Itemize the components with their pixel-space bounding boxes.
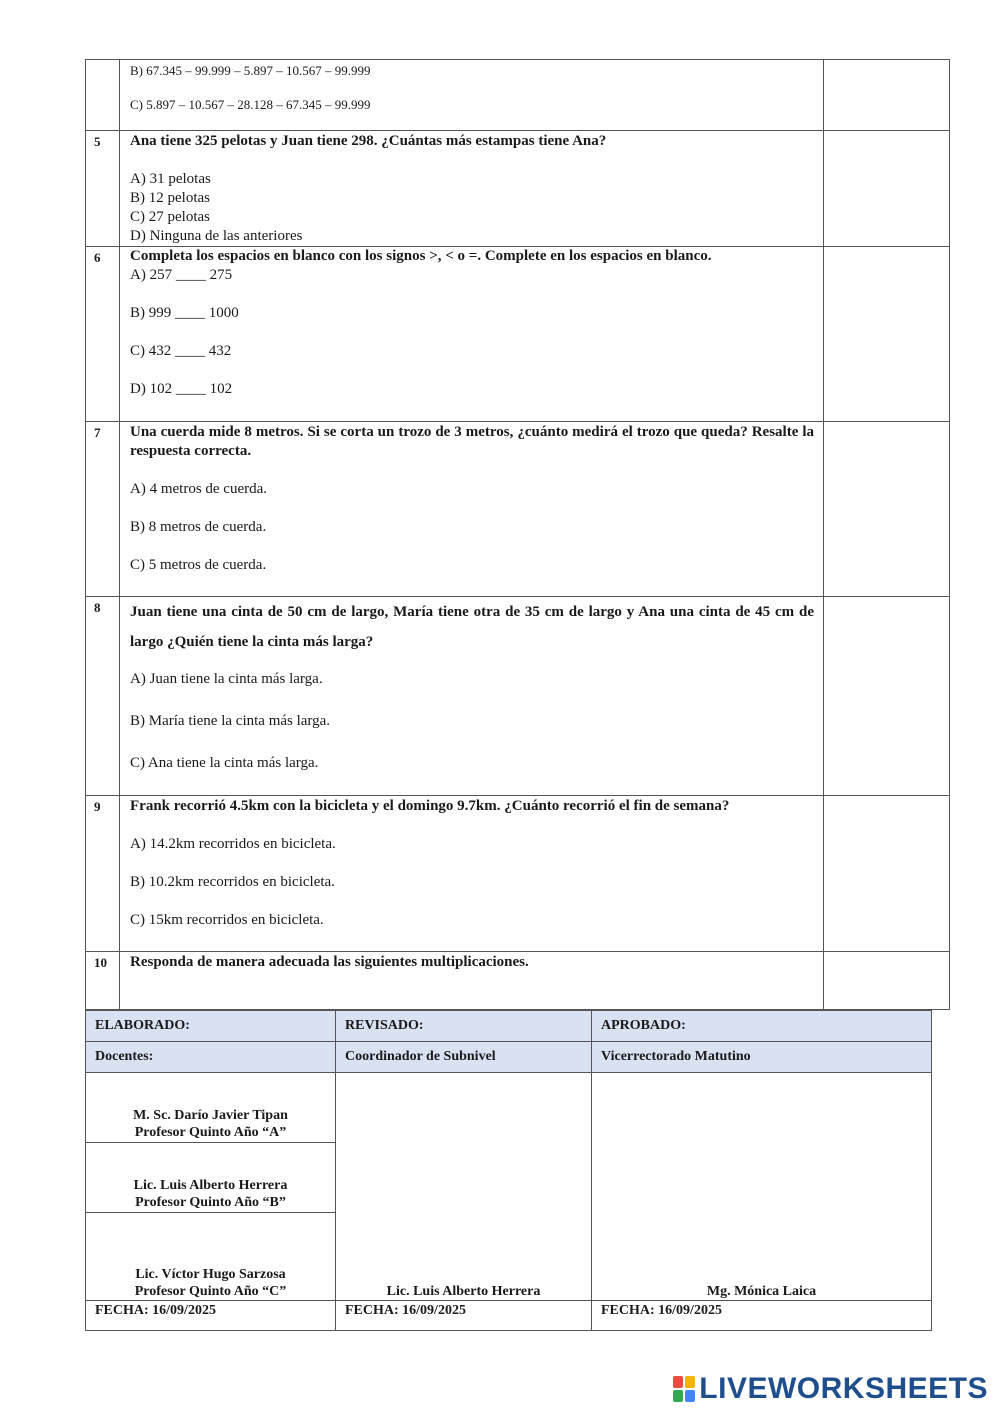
question-row: [86, 131, 950, 247]
answer-option: C) Ana tiene la cinta más larga.: [130, 755, 319, 771]
approver-signature-cell: [592, 1073, 932, 1301]
revisado-header: REVISADO:: [336, 1011, 592, 1042]
question-text: Juan tiene una cinta de 50 cm de largo, María tiene otra de 35 cm de largo y Ana una cinta de 45 cm de largo ¿Quién tiene la cinta más larga?: [130, 604, 814, 650]
question-row: [86, 247, 950, 422]
answer-column: [824, 131, 950, 247]
answer-option: A) Juan tiene la cinta más larga.: [130, 671, 323, 687]
answer-option: B) María tiene la cinta más larga.: [130, 713, 331, 729]
question-number: 9: [86, 796, 120, 952]
answer-column: [824, 422, 950, 597]
date-elaborado: FECHA: 16/09/2025: [86, 1301, 336, 1331]
date-row: [86, 1301, 932, 1331]
answer-option: B) 10.2km recorridos en bicicleta.: [130, 874, 335, 890]
signature-header-row: [86, 1011, 932, 1042]
watermark-text: LIVEWORKSHEETS: [699, 1372, 988, 1405]
question-row: [86, 597, 950, 796]
answer-option: C) 432 ____ 432: [130, 343, 232, 359]
question-row: [86, 796, 950, 952]
question-row: [86, 60, 950, 131]
teacher-name: Lic. Víctor Hugo Sarzosa: [135, 1267, 286, 1282]
answer-option: C) 27 pelotas: [130, 209, 210, 225]
aprobado-header: APROBADO:: [592, 1011, 932, 1042]
question-number: 10: [86, 952, 120, 1010]
answer-option: D) 102 ____ 102: [130, 381, 233, 397]
question-number: [86, 60, 120, 131]
question-content: [120, 422, 824, 597]
teacher-title: Profesor Quinto Año “A”: [134, 1125, 287, 1140]
signature-row: [86, 1073, 932, 1301]
reviser-signature-cell: [336, 1073, 592, 1301]
liveworksheets-logo-icon: [673, 1376, 695, 1402]
teacher-signature-block: [86, 1073, 335, 1143]
questions-table: [85, 59, 950, 1010]
liveworksheets-watermark: [673, 1372, 988, 1406]
question-number: 6: [86, 247, 120, 422]
answer-column: [824, 597, 950, 796]
question-text: Responda de manera adecuada las siguientes multiplicaciones.: [130, 954, 529, 970]
approver-name: Mg. Mónica Laica: [706, 1284, 817, 1299]
answer-option: B) 67.345 – 99.999 – 5.897 – 10.567 – 99.999: [130, 63, 371, 78]
logo-square: [673, 1390, 683, 1402]
reviser-name: Lic. Luis Alberto Herrera: [386, 1284, 541, 1299]
answer-option: B) 12 pelotas: [130, 190, 210, 206]
teacher-signature-block: [86, 1143, 335, 1213]
teacher-signature-block: [86, 1213, 335, 1300]
teacher-name: M. Sc. Darío Javier Tipan: [133, 1108, 288, 1123]
question-text: Ana tiene 325 pelotas y Juan tiene 298. ¿Cuántas más estampas tiene Ana?: [130, 133, 607, 149]
logo-square: [685, 1390, 695, 1402]
question-number: 7: [86, 422, 120, 597]
role-vicerrectorado: Vicerrectorado Matutino: [592, 1042, 932, 1073]
question-number: 5: [86, 131, 120, 247]
role-docentes: Docentes:: [86, 1042, 336, 1073]
teacher-name: Lic. Luis Alberto Herrera: [133, 1178, 288, 1193]
answer-option: B) 999 ____ 1000: [130, 305, 239, 321]
question-row: [86, 422, 950, 597]
answer-option: D) Ninguna de las anteriores: [130, 228, 303, 244]
answer-column: [824, 60, 950, 131]
teachers-signature-cell: [86, 1073, 336, 1301]
logo-square: [673, 1376, 683, 1388]
question-content: [120, 952, 824, 1010]
question-content: [120, 247, 824, 422]
answer-option: A) 31 pelotas: [130, 171, 211, 187]
answer-option: B) 8 metros de cuerda.: [130, 519, 267, 535]
question-text: Completa los espacios en blanco con los signos >, < o =. Complete en los espacios en blanco.: [130, 248, 712, 264]
answer-option: C) 5.897 – 10.567 – 28.128 – 67.345 – 99.999: [130, 97, 371, 112]
teacher-title: Profesor Quinto Año “B”: [135, 1195, 286, 1210]
elaborado-header: ELABORADO:: [86, 1011, 336, 1042]
question-text: Frank recorrió 4.5km con la bicicleta y el domingo 9.7km. ¿Cuánto recorrió el fin de semana?: [130, 798, 730, 814]
question-content: [120, 131, 824, 247]
signature-role-row: [86, 1042, 932, 1073]
teacher-title: Profesor Quinto Año “C”: [134, 1284, 287, 1299]
role-coordinador: Coordinador de Subnivel: [336, 1042, 592, 1073]
answer-option: C) 5 metros de cuerda.: [130, 557, 267, 573]
answer-option: C) 15km recorridos en bicicleta.: [130, 912, 324, 928]
answer-option: A) 257 ____ 275: [130, 267, 233, 283]
question-content: [120, 60, 824, 131]
logo-square: [685, 1376, 695, 1388]
answer-column: [824, 247, 950, 422]
question-row: [86, 952, 950, 1010]
question-number: 8: [86, 597, 120, 796]
signature-table: [85, 1010, 932, 1331]
answer-option: A) 4 metros de cuerda.: [130, 481, 268, 497]
question-text: Una cuerda mide 8 metros. Si se corta un trozo de 3 metros, ¿cuánto medirá el trozo que queda? Resalte la respuesta correcta.: [130, 424, 814, 459]
answer-option: A) 14.2km recorridos en bicicleta.: [130, 836, 336, 852]
question-content: [120, 796, 824, 952]
answer-column: [824, 796, 950, 952]
answer-column: [824, 952, 950, 1010]
question-content: [120, 597, 824, 796]
date-aprobado: FECHA: 16/09/2025: [592, 1301, 932, 1331]
date-revisado: FECHA: 16/09/2025: [336, 1301, 592, 1331]
